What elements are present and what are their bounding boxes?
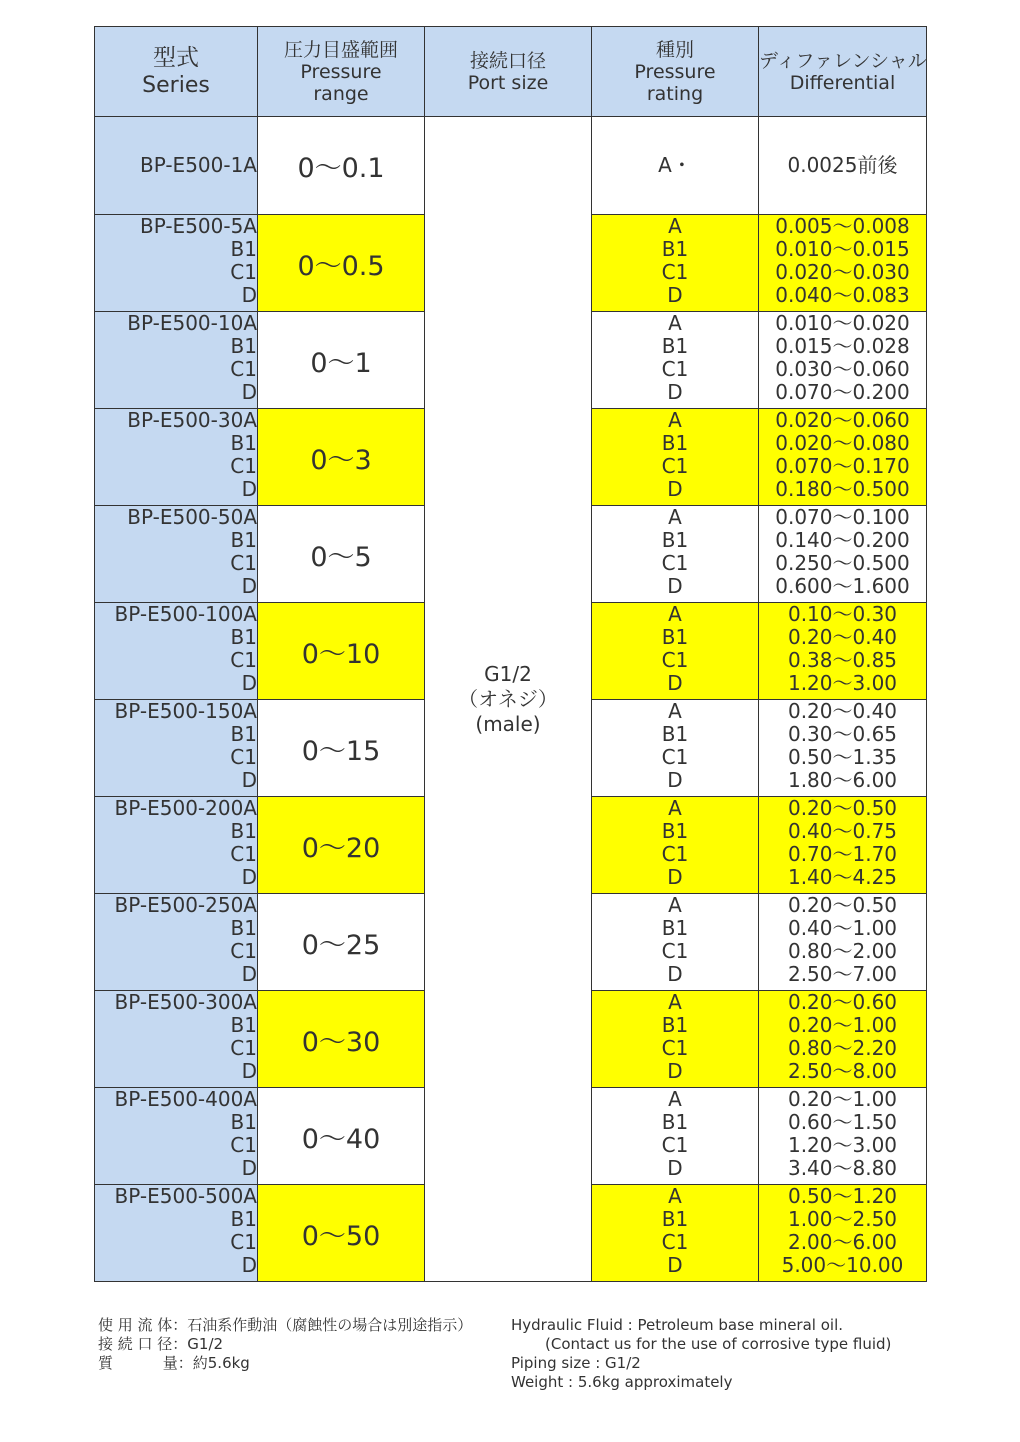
differential-cell [759,700,927,797]
series-model: D [241,380,257,404]
pressure-rating-cell [592,700,759,797]
differential-value: 0.030～0.060 [775,357,910,381]
differential-cell [759,117,927,215]
differential-value: 0.30～0.65 [787,722,898,746]
differential-value: 1.80～6.00 [787,768,898,792]
differential-cell [759,603,927,700]
pressure-rating-cell [592,1185,759,1282]
rating-value: B1 [661,1207,689,1231]
rating-value: D [667,1253,683,1277]
differential-value: 0.040～0.083 [775,283,910,307]
note-piping-en: Piping size : G1/2 [511,1354,641,1372]
rating-value: C1 [661,357,689,381]
rating-value: A・ [658,153,692,177]
series-model: D [241,865,257,889]
series-cell [95,894,258,991]
pressure-rating-cell [592,506,759,603]
series-cell [95,797,258,894]
series-model: C1 [230,357,257,381]
table-body [95,117,927,1282]
differential-cell [759,894,927,991]
series-model: B1 [230,1110,257,1134]
series-cell [95,215,258,312]
rating-value: B1 [661,722,689,746]
pressure-rating-cell [592,1088,759,1185]
series-model: B1 [230,722,257,746]
differential-value: 5.00～10.00 [781,1253,904,1277]
differential-value: 0.20～0.50 [787,796,898,820]
rating-value: A [668,408,682,432]
differential-value: 0.38～0.85 [787,648,898,672]
differential-cell [759,312,927,409]
port-size-cell [425,117,592,1282]
rating-value: A [668,990,682,1014]
series-model: BP-E500-500A [114,1184,257,1208]
differential-value: 0.20～0.40 [787,699,898,723]
rating-value: B1 [661,334,689,358]
series-model: BP-E500-50A [127,505,257,529]
differential-cell [759,215,927,312]
note-fluid-en: Hydraulic Fluid : Petroleum base mineral oil. [511,1316,844,1334]
differential-value: 0.0025前後 [787,153,898,177]
pressure-range-cell: 0～15 [258,700,425,797]
series-model: B1 [230,1207,257,1231]
header-series [95,27,258,117]
header-series-en: Series [142,72,210,98]
notes-english [511,1316,931,1392]
series-model: BP-E500-150A [114,699,257,723]
series-model: B1 [230,431,257,455]
rating-value: D [667,477,683,501]
series-model: BP-E500-10A [127,311,257,335]
rating-value: D [667,865,683,889]
series-cell [95,603,258,700]
series-cell [95,991,258,1088]
differential-value: 1.20～3.00 [787,671,898,695]
note-weight-jp: 質 量：約5.6kg [98,1354,250,1372]
differential-value: 1.20～3.00 [787,1133,898,1157]
differential-value: 0.020～0.080 [775,431,910,455]
port-size-en: (male) [475,711,541,736]
rating-value: A [668,505,682,529]
differential-value: 2.50～7.00 [787,962,898,986]
rating-value: C1 [661,842,689,866]
series-cell [95,409,258,506]
rating-value: B1 [661,916,689,940]
rating-value: D [667,574,683,598]
header-rating-jp: 種別 [655,38,694,61]
differential-value: 0.010～0.020 [775,311,910,335]
header-port [425,27,592,117]
rating-value: D [667,1059,683,1083]
spec-table [94,26,927,1282]
differential-value: 0.20～0.40 [787,625,898,649]
header-rating [592,27,759,117]
rating-value: D [667,768,683,792]
rating-value: A [668,1184,682,1208]
rating-value: B1 [661,625,689,649]
header-port-jp: 接続口径 [469,49,546,72]
series-cell [95,1185,258,1282]
differential-value: 0.005～0.008 [775,214,910,238]
header-row [95,27,927,117]
differential-value: 0.20～0.50 [787,893,898,917]
rating-value: C1 [661,454,689,478]
differential-cell [759,1088,927,1185]
rating-value: A [668,699,682,723]
series-model: D [241,768,257,792]
series-model: B1 [230,819,257,843]
series-model: B1 [230,916,257,940]
differential-value: 1.40～4.25 [787,865,898,889]
series-model: D [241,962,257,986]
pressure-rating-cell [592,991,759,1088]
rating-value: B1 [661,431,689,455]
pressure-range-cell: 0～0.5 [258,215,425,312]
series-model: D [241,477,257,501]
rating-value: C1 [661,1036,689,1060]
differential-value: 0.80～2.00 [787,939,898,963]
differential-value: 2.00～6.00 [787,1230,898,1254]
pressure-range-cell: 0～0.1 [258,117,425,215]
series-model: C1 [230,648,257,672]
differential-value: 0.600～1.600 [775,574,910,598]
pressure-rating-cell [592,215,759,312]
pressure-range-cell: 0～3 [258,409,425,506]
pressure-range-cell: 0～30 [258,991,425,1088]
series-model: D [241,1156,257,1180]
series-model: BP-E500-400A [114,1087,257,1111]
differential-cell [759,506,927,603]
rating-value: C1 [661,745,689,769]
series-cell [95,1088,258,1185]
series-model: D [241,574,257,598]
pressure-rating-cell [592,603,759,700]
differential-value: 0.010～0.015 [775,237,910,261]
differential-value: 0.20～1.00 [787,1013,898,1037]
differential-value: 0.10～0.30 [787,602,898,626]
differential-value: 0.250～0.500 [775,551,910,575]
series-model: C1 [230,1230,257,1254]
pressure-range-cell: 0～10 [258,603,425,700]
differential-value: 0.015～0.028 [775,334,910,358]
rating-value: B1 [661,1110,689,1134]
header-diff-jp: ディファレンシャル [759,49,927,72]
differential-value: 0.50～1.35 [787,745,898,769]
port-size-jp: （オネジ） [458,686,558,711]
rating-value: B1 [661,528,689,552]
rating-value: C1 [661,551,689,575]
pressure-rating-cell [592,117,759,215]
pressure-rating-cell [592,894,759,991]
header-rating-en2: rating [646,82,704,105]
header-series-jp: 型式 [153,44,199,71]
differential-value: 0.20～0.60 [787,990,898,1014]
note-weight-en: Weight : 5.6kg approximately [511,1373,733,1391]
rating-value: C1 [661,1133,689,1157]
header-range [258,27,425,117]
pressure-range-cell: 0～5 [258,506,425,603]
note-fluid-jp: 使 用 流 体：石油系作動油（腐蝕性の場合は別途指示） [98,1316,473,1334]
series-model: D [241,1253,257,1277]
differential-value: 0.020～0.060 [775,408,910,432]
series-model: C1 [230,939,257,963]
series-model: BP-E500-5A [140,214,257,238]
differential-value: 0.40～0.75 [787,819,898,843]
series-model: D [241,1059,257,1083]
series-model: BP-E500-300A [114,990,257,1014]
differential-value: 1.00～2.50 [787,1207,898,1231]
pressure-range-cell: 0～1 [258,312,425,409]
differential-cell [759,797,927,894]
series-model: B1 [230,528,257,552]
header-differential [759,27,927,117]
differential-value: 0.180～0.500 [775,477,910,501]
series-model: BP-E500-1A [140,153,257,177]
rating-value: D [667,380,683,404]
note-corrosive-en: (Contact us for the use of corrosive type fluid) [545,1335,892,1353]
series-cell [95,700,258,797]
rating-value: C1 [661,260,689,284]
header-port-en: Port size [467,71,549,94]
notes-japanese [98,1316,508,1373]
rating-value: A [668,214,682,238]
series-model: C1 [230,260,257,284]
differential-value: 2.50～8.00 [787,1059,898,1083]
differential-value: 0.070～0.200 [775,380,910,404]
header-diff-en: Differential [789,71,896,94]
differential-cell [759,1185,927,1282]
pressure-range-cell: 0～25 [258,894,425,991]
series-model: B1 [230,625,257,649]
rating-value: C1 [661,1230,689,1254]
rating-value: C1 [661,648,689,672]
port-size-value: G1/2 [484,661,532,686]
differential-value: 3.40～8.80 [787,1156,898,1180]
series-model: D [241,283,257,307]
header-range-en1: Pressure [300,60,382,83]
rating-value: D [667,283,683,307]
rating-value: A [668,893,682,917]
rating-value: D [667,962,683,986]
differential-value: 0.60～1.50 [787,1110,898,1134]
header-range-jp: 圧力目盛範囲 [283,38,398,61]
rating-value: B1 [661,819,689,843]
pressure-rating-cell [592,797,759,894]
series-model: C1 [230,842,257,866]
pressure-range-cell: 0～20 [258,797,425,894]
series-model: B1 [230,237,257,261]
series-model: C1 [230,1036,257,1060]
series-model: C1 [230,1133,257,1157]
series-model: C1 [230,745,257,769]
note-port-jp: 接 続 口 径：G1/2 [98,1335,224,1353]
series-model: BP-E500-30A [127,408,257,432]
series-model: D [241,671,257,695]
differential-value: 0.140～0.200 [775,528,910,552]
series-model: BP-E500-100A [114,602,257,626]
series-model: BP-E500-250A [114,893,257,917]
differential-value: 0.70～1.70 [787,842,898,866]
pressure-rating-cell [592,409,759,506]
series-model: B1 [230,1013,257,1037]
differential-value: 0.020～0.030 [775,260,910,284]
header-range-en2: range [313,82,369,105]
rating-value: D [667,1156,683,1180]
rating-value: B1 [661,1013,689,1037]
differential-cell [759,409,927,506]
rating-value: A [668,602,682,626]
differential-value: 0.20～1.00 [787,1087,898,1111]
series-model: BP-E500-200A [114,796,257,820]
series-cell [95,506,258,603]
rating-value: D [667,671,683,695]
differential-value: 0.50～1.20 [787,1184,898,1208]
rating-value: B1 [661,237,689,261]
differential-value: 0.070～0.100 [775,505,910,529]
series-cell [95,117,258,215]
pressure-rating-cell [592,312,759,409]
rating-value: C1 [661,939,689,963]
header-rating-en1: Pressure [634,60,716,83]
differential-cell [759,991,927,1088]
differential-value: 0.80～2.20 [787,1036,898,1060]
rating-value: A [668,1087,682,1111]
differential-value: 0.070～0.170 [775,454,910,478]
rating-value: A [668,311,682,335]
rating-value: A [668,796,682,820]
table-row [95,117,927,215]
series-model: C1 [230,454,257,478]
series-model: C1 [230,551,257,575]
pressure-range-cell: 0～50 [258,1185,425,1282]
series-model: B1 [230,334,257,358]
series-cell [95,312,258,409]
differential-value: 0.40～1.00 [787,916,898,940]
pressure-range-cell: 0～40 [258,1088,425,1185]
